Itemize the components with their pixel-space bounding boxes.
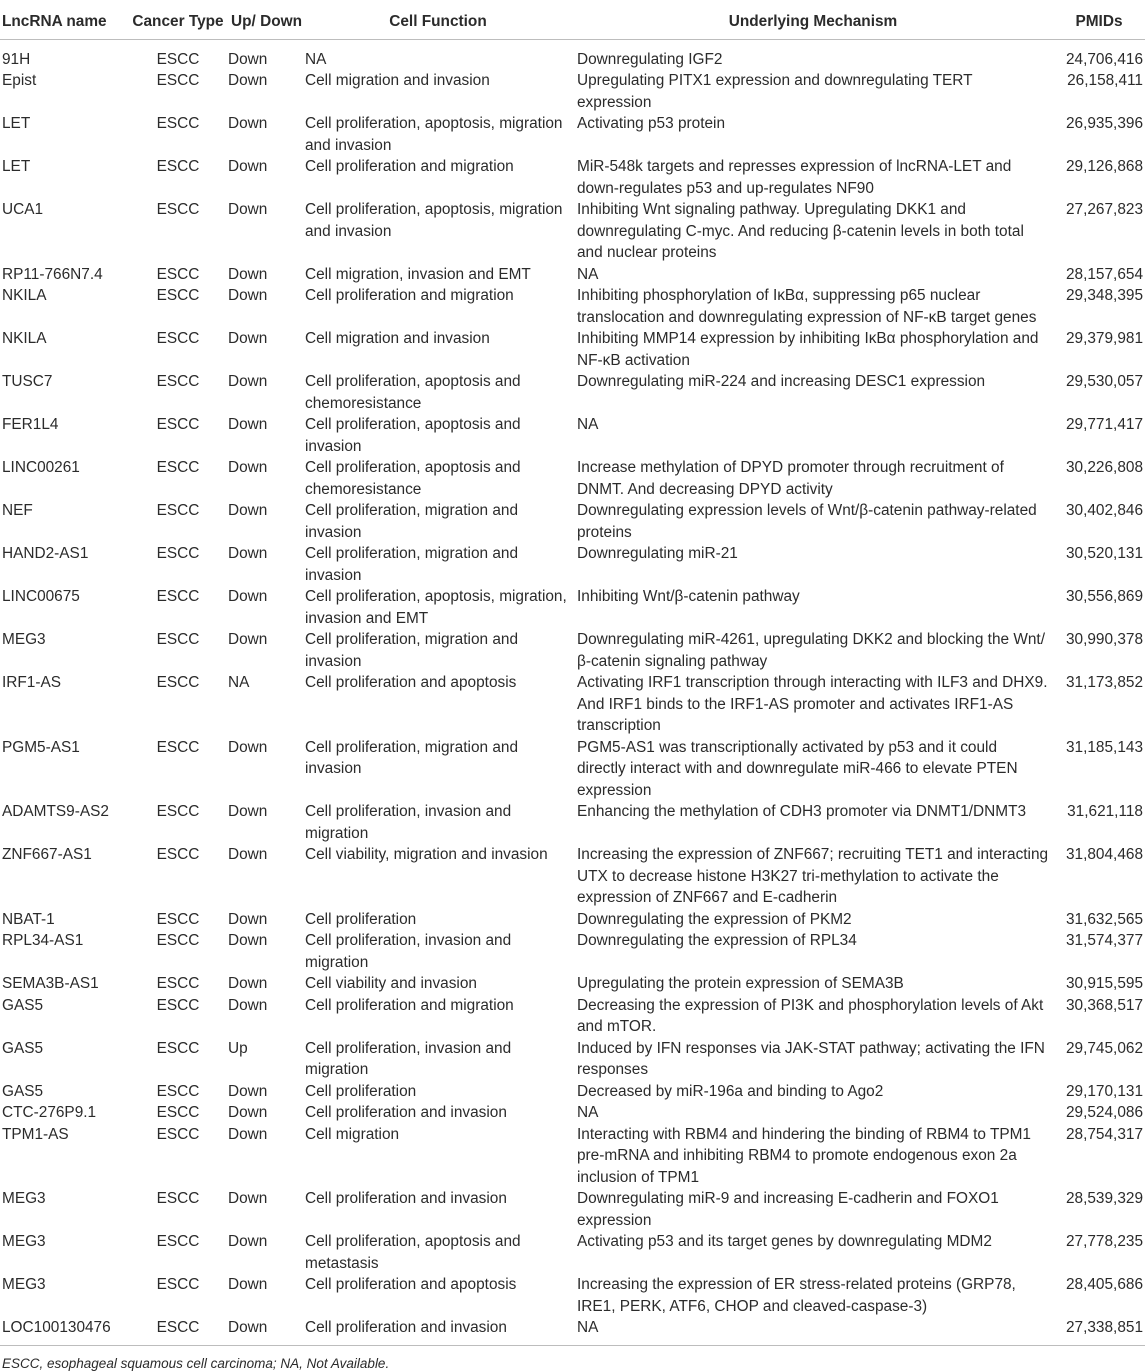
cell-lncrna-name: IRF1-AS xyxy=(2,674,62,691)
table-row xyxy=(0,39,1145,70)
cell-mechanism: Decreasing the expression of PI3K and phosphorylation levels of Akt and mTOR. xyxy=(577,996,1044,1035)
cell-pmid: 26,935,396 xyxy=(1065,115,1143,132)
table-row xyxy=(0,1317,1145,1345)
cell-mechanism: Enhancing the methylation of CDH3 promoter via DNMT1/DNMT3 xyxy=(577,803,1027,820)
cell-cancer-type: ESCC xyxy=(156,265,200,283)
cell-function: Cell proliferation and apoptosis xyxy=(305,674,517,691)
table-row xyxy=(0,973,1145,995)
cell-pmid: 31,574,377 xyxy=(1065,932,1143,949)
cell-lncrna-name: NKILA xyxy=(2,330,47,347)
cell-up-down: Down xyxy=(228,846,268,863)
header-row xyxy=(0,5,1145,39)
table-row xyxy=(0,629,1145,672)
cell-up-down: Down xyxy=(228,738,268,756)
cell-lncrna-name: FER1L4 xyxy=(2,416,59,433)
cell-cancer-type: ESCC xyxy=(156,1190,200,1207)
cell-mechanism: Upregulating PITX1 expression and downregulating TERT expression xyxy=(577,72,973,111)
cell-cancer-type: ESCC xyxy=(156,1319,200,1336)
cell-up-down: Down xyxy=(228,588,268,605)
cell-up-down: Down xyxy=(228,373,268,390)
table-row xyxy=(0,328,1145,371)
cell-function: Cell proliferation, migration and invasion xyxy=(305,738,519,777)
cell-mechanism: Inhibiting Wnt signaling pathway. Upregulating DKK1 and downregulating C-myc. And reducing β-catenin levels in both total and nuclear proteins xyxy=(577,201,1024,261)
cell-function: Cell proliferation, migration and invasion xyxy=(305,631,519,670)
cell-cancer-type: ESCC xyxy=(156,287,200,304)
cell-pmid: 24,706,416 xyxy=(1065,50,1143,68)
cell-pmid: 29,126,868 xyxy=(1065,158,1143,175)
table-row xyxy=(0,457,1145,500)
cell-pmid: 30,520,131 xyxy=(1065,545,1143,562)
cell-cancer-type: ESCC xyxy=(156,201,200,218)
cell-cancer-type: ESCC xyxy=(156,50,200,68)
cell-cancer-type: ESCC xyxy=(156,975,200,992)
cell-mechanism: Activating p53 protein xyxy=(577,115,726,132)
cell-mechanism: Downregulating the expression of PKM2 xyxy=(577,910,852,928)
cell-mechanism: Downregulating the expression of RPL34 xyxy=(577,932,857,949)
lncrna-table xyxy=(0,5,1145,1346)
cell-lncrna-name: Epist xyxy=(2,72,37,89)
table-row xyxy=(0,801,1145,844)
table-row xyxy=(0,930,1145,973)
table-row xyxy=(0,414,1145,457)
cell-lncrna-name: LINC00261 xyxy=(2,459,80,476)
cell-function: Cell proliferation, apoptosis, migration, invasion and EMT xyxy=(305,588,567,627)
cell-up-down: Down xyxy=(228,50,268,68)
cell-pmid: 28,157,654 xyxy=(1065,265,1143,283)
cell-up-down: Down xyxy=(228,158,268,175)
cell-lncrna-name: GAS5 xyxy=(2,996,44,1014)
cell-up-down: Down xyxy=(228,330,268,347)
cell-cancer-type: ESCC xyxy=(156,1039,200,1057)
cell-up-down: Down xyxy=(228,459,268,476)
cell-pmid: 27,338,851 xyxy=(1065,1319,1143,1336)
cell-mechanism: Decreased by miR-196a and binding to Ago2 xyxy=(577,1082,884,1100)
cell-lncrna-name: TUSC7 xyxy=(2,373,53,390)
cell-lncrna-name: NBAT-1 xyxy=(2,910,55,928)
cell-mechanism: Downregulating miR-224 and increasing DESC1 expression xyxy=(577,373,986,390)
cell-pmid: 26,158,411 xyxy=(1067,72,1143,89)
cell-pmid: 29,379,981 xyxy=(1065,330,1143,347)
cell-lncrna-name: HAND2-AS1 xyxy=(2,545,89,562)
cell-pmid: 31,173,852 xyxy=(1065,674,1143,691)
cell-lncrna-name: SEMA3B-AS1 xyxy=(2,975,99,992)
cell-pmid: 29,530,057 xyxy=(1065,373,1143,390)
cell-cancer-type: ESCC xyxy=(156,846,200,863)
cell-up-down: Down xyxy=(228,502,268,519)
header-pmids: PMIDs xyxy=(1075,13,1123,30)
table-row xyxy=(0,70,1145,113)
cell-function: Cell proliferation, migration and invasion xyxy=(305,545,519,584)
cell-function: Cell migration, invasion and EMT xyxy=(305,265,531,283)
cell-pmid: 28,754,317 xyxy=(1065,1125,1143,1143)
cell-cancer-type: ESCC xyxy=(156,158,200,175)
table-row xyxy=(0,285,1145,328)
cell-pmid: 29,745,062 xyxy=(1065,1039,1143,1057)
cell-mechanism: PGM5-AS1 was transcriptionally activated by p53 and it could directly interact with and downregulate miR-466 to elevate PTEN expression xyxy=(577,738,1018,799)
cell-up-down: Down xyxy=(228,932,268,949)
cell-pmid: 27,267,823 xyxy=(1065,201,1143,218)
cell-pmid: 30,990,378 xyxy=(1065,631,1143,648)
cell-function: Cell proliferation and migration xyxy=(305,996,514,1014)
cell-pmid: 30,556,869 xyxy=(1065,588,1143,605)
table-row xyxy=(0,1188,1145,1231)
cell-mechanism: Induced by IFN responses via JAK-STAT pathway; activating the IFN responses xyxy=(577,1039,1045,1078)
cell-up-down: Down xyxy=(228,1104,268,1121)
cell-up-down: Down xyxy=(228,1125,268,1143)
cell-function: Cell proliferation, migration and invasion xyxy=(305,502,519,541)
cell-pmid: 30,915,595 xyxy=(1065,975,1143,992)
table-row xyxy=(0,156,1145,199)
cell-function: Cell proliferation xyxy=(305,1082,417,1100)
cell-lncrna-name: NKILA xyxy=(2,287,47,304)
table-row xyxy=(0,199,1145,264)
cell-lncrna-name: GAS5 xyxy=(2,1039,44,1057)
cell-cancer-type: ESCC xyxy=(156,330,200,347)
cell-pmid: 29,170,131 xyxy=(1065,1082,1143,1100)
table-row xyxy=(0,1124,1145,1189)
header-lncrna-name: LncRNA name xyxy=(2,13,107,30)
cell-cancer-type: ESCC xyxy=(156,1233,200,1250)
cell-lncrna-name: MEG3 xyxy=(2,1276,46,1293)
cell-up-down: Down xyxy=(228,1233,268,1250)
cell-cancer-type: ESCC xyxy=(156,631,200,648)
cell-up-down: Down xyxy=(228,201,268,218)
cell-lncrna-name: 91H xyxy=(2,50,31,68)
cell-up-down: Down xyxy=(228,910,268,928)
cell-mechanism: Activating IRF1 transcription through interacting with ILF3 and DHX9. And IRF1 binds to the IRF1-AS promoter and activates IRF1-AS transcription xyxy=(577,674,1048,734)
cell-function: Cell viability and invasion xyxy=(305,975,477,992)
cell-function: Cell proliferation and invasion xyxy=(305,1104,507,1121)
cell-cancer-type: ESCC xyxy=(156,588,200,605)
cell-function: Cell proliferation, apoptosis and chemoresistance xyxy=(305,459,521,498)
cell-pmid: 30,402,846 xyxy=(1065,502,1143,519)
cell-pmid: 31,804,468 xyxy=(1065,846,1143,863)
cell-lncrna-name: LET xyxy=(2,115,31,132)
cell-mechanism: Inhibiting phosphorylation of IκBα, suppressing p65 nuclear translocation and downregulating expression of NF-κB target genes xyxy=(577,287,1037,326)
cell-mechanism: MiR-548k targets and represses expression of lncRNA-LET and down-regulates p53 and up-regulates NF90 xyxy=(577,158,1012,197)
cell-function: Cell proliferation, invasion and migration xyxy=(305,932,512,971)
table-row xyxy=(0,1081,1145,1103)
cell-lncrna-name: PGM5-AS1 xyxy=(2,738,80,756)
table-row xyxy=(0,543,1145,586)
table-row xyxy=(0,586,1145,629)
cell-cancer-type: ESCC xyxy=(156,1082,200,1100)
cell-lncrna-name: LOC100130476 xyxy=(2,1319,111,1336)
cell-function: Cell proliferation, apoptosis and invasion xyxy=(305,416,521,455)
cell-mechanism: Inhibiting MMP14 expression by inhibiting IκBα phosphorylation and NF-κB activation xyxy=(577,330,1039,369)
cell-cancer-type: ESCC xyxy=(156,910,200,928)
cell-cancer-type: ESCC xyxy=(156,416,200,433)
cell-lncrna-name: GAS5 xyxy=(2,1082,44,1100)
cell-lncrna-name: UCA1 xyxy=(2,201,44,218)
table-row xyxy=(0,113,1145,156)
cell-up-down: NA xyxy=(228,674,250,691)
cell-pmid: 30,368,517 xyxy=(1065,996,1143,1014)
cell-cancer-type: ESCC xyxy=(156,373,200,390)
cell-up-down: Down xyxy=(228,803,268,820)
cell-function: Cell migration and invasion xyxy=(305,330,490,347)
table-row xyxy=(0,1231,1145,1274)
cell-function: Cell viability, migration and invasion xyxy=(305,846,548,863)
cell-pmid: 31,621,118 xyxy=(1067,803,1143,820)
cell-pmid: 27,778,235 xyxy=(1065,1233,1143,1250)
cell-lncrna-name: RP11-766N7.4 xyxy=(2,265,103,283)
cell-lncrna-name: TPM1-AS xyxy=(2,1125,69,1143)
cell-lncrna-name: LET xyxy=(2,158,31,175)
cell-mechanism: Downregulating IGF2 xyxy=(577,50,723,68)
cell-function: Cell proliferation, apoptosis, migration and invasion xyxy=(305,115,563,154)
table-row xyxy=(0,909,1145,931)
cell-cancer-type: ESCC xyxy=(156,932,200,949)
cell-pmid: 29,524,086 xyxy=(1065,1104,1143,1121)
cell-up-down: Down xyxy=(228,975,268,992)
cell-up-down: Down xyxy=(228,996,268,1014)
cell-lncrna-name: ADAMTS9-AS2 xyxy=(2,803,109,820)
cell-mechanism: Downregulating expression levels of Wnt/β-catenin pathway-related proteins xyxy=(577,502,1037,541)
cell-up-down: Down xyxy=(228,1082,268,1100)
cell-up-down: Down xyxy=(228,72,268,89)
cell-cancer-type: ESCC xyxy=(156,115,200,132)
cell-up-down: Down xyxy=(228,1319,268,1336)
cell-mechanism: Downregulating miR-21 xyxy=(577,545,738,562)
cell-lncrna-name: MEG3 xyxy=(2,1190,46,1207)
cell-cancer-type: ESCC xyxy=(156,1276,200,1293)
cell-cancer-type: ESCC xyxy=(156,674,200,691)
table-row xyxy=(0,371,1145,414)
header-up-down: Up/ Down xyxy=(231,13,302,30)
cell-up-down: Down xyxy=(228,1276,268,1293)
cell-lncrna-name: MEG3 xyxy=(2,631,46,648)
cell-mechanism: Downregulating miR-9 and increasing E-cadherin and FOXO1 expression xyxy=(577,1190,999,1229)
table-row xyxy=(0,995,1145,1038)
cell-mechanism: NA xyxy=(577,416,599,433)
cell-up-down: Down xyxy=(228,631,268,648)
cell-cancer-type: ESCC xyxy=(156,72,200,89)
cell-mechanism: Activating p53 and its target genes by downregulating MDM2 xyxy=(577,1233,992,1250)
cell-pmid: 29,771,417 xyxy=(1065,416,1143,433)
table-header xyxy=(0,5,1145,39)
cell-cancer-type: ESCC xyxy=(156,545,200,562)
cell-pmid: 30,226,808 xyxy=(1065,459,1143,476)
table-row xyxy=(0,672,1145,737)
cell-function: NA xyxy=(305,50,327,68)
cell-cancer-type: ESCC xyxy=(156,803,200,820)
cell-lncrna-name: RPL34-AS1 xyxy=(2,932,84,949)
cell-function: Cell proliferation and invasion xyxy=(305,1319,507,1336)
table-row xyxy=(0,737,1145,802)
cell-mechanism: NA xyxy=(577,1319,599,1336)
cell-function: Cell proliferation and apoptosis xyxy=(305,1276,517,1293)
cell-up-down: Down xyxy=(228,545,268,562)
table-row xyxy=(0,264,1145,286)
cell-up-down: Down xyxy=(228,115,268,132)
cell-mechanism: Increasing the expression of ZNF667; recruiting TET1 and interacting UTX to decrease histone H3K27 tri-methylation to activate the expression of ZNF667 and E-cadherin xyxy=(577,846,1049,906)
cell-pmid: 31,185,143 xyxy=(1065,738,1143,756)
table-row xyxy=(0,500,1145,543)
cell-mechanism: Interacting with RBM4 and hindering the binding of RBM4 to TPM1 pre-mRNA and inhibiting RBM4 to promote endogenous exon 2a inclusion of TPM1 xyxy=(577,1125,1031,1186)
header-underlying-mechanism: Underlying Mechanism xyxy=(728,13,898,30)
cell-lncrna-name: ZNF667-AS1 xyxy=(2,846,92,863)
cell-mechanism: Inhibiting Wnt/β-catenin pathway xyxy=(577,588,800,605)
table-body xyxy=(0,39,1145,1345)
cell-function: Cell proliferation, apoptosis and metastasis xyxy=(305,1233,521,1272)
cell-mechanism: Downregulating miR-4261, upregulating DKK2 and blocking the Wnt/ β-catenin signaling pathway xyxy=(577,631,1045,670)
table-row xyxy=(0,1102,1145,1124)
table-row xyxy=(0,1038,1145,1081)
cell-up-down: Up xyxy=(228,1039,248,1057)
cell-mechanism: Increase methylation of DPYD promoter through recruitment of DNMT. And decreasing DPYD activity xyxy=(577,459,1004,498)
cell-function: Cell migration xyxy=(305,1125,400,1143)
cell-function: Cell proliferation, invasion and migration xyxy=(305,1039,512,1078)
cell-pmid: 31,632,565 xyxy=(1065,910,1143,928)
cell-cancer-type: ESCC xyxy=(156,459,200,476)
cell-lncrna-name: CTC-276P9.1 xyxy=(2,1104,97,1121)
table-footnote: ESCC, esophageal squamous cell carcinoma; NA, Not Available. xyxy=(2,1355,390,1371)
cell-lncrna-name: MEG3 xyxy=(2,1233,46,1250)
cell-function: Cell proliferation, apoptosis, migration and invasion xyxy=(305,201,563,240)
cell-function: Cell proliferation, invasion and migration xyxy=(305,803,512,842)
cell-function: Cell proliferation, apoptosis and chemoresistance xyxy=(305,373,521,412)
cell-up-down: Down xyxy=(228,287,268,304)
cell-cancer-type: ESCC xyxy=(156,1104,200,1121)
cell-function: Cell proliferation and invasion xyxy=(305,1190,507,1207)
cell-cancer-type: ESCC xyxy=(156,738,200,756)
cell-mechanism: Increasing the expression of ER stress-related proteins (GRP78, IRE1, PERK, ATF6, CHOP and cleaved-caspase-3) xyxy=(577,1276,1016,1315)
cell-mechanism: NA xyxy=(577,1104,599,1121)
cell-lncrna-name: LINC00675 xyxy=(2,588,80,605)
cell-up-down: Down xyxy=(228,1190,268,1207)
cell-lncrna-name: NEF xyxy=(2,502,33,519)
cell-pmid: 28,539,329 xyxy=(1065,1190,1143,1207)
header-cancer-type: Cancer Type xyxy=(132,13,224,30)
cell-function: Cell proliferation and migration xyxy=(305,287,514,304)
cell-mechanism: Upregulating the protein expression of SEMA3B xyxy=(577,975,904,992)
cell-up-down: Down xyxy=(228,265,268,283)
cell-cancer-type: ESCC xyxy=(156,502,200,519)
cell-pmid: 28,405,686 xyxy=(1065,1276,1143,1293)
table-row xyxy=(0,1274,1145,1317)
table-row xyxy=(0,844,1145,909)
cell-function: Cell proliferation xyxy=(305,910,417,928)
cell-function: Cell proliferation and migration xyxy=(305,158,514,175)
cell-pmid: 29,348,395 xyxy=(1065,287,1143,304)
cell-mechanism: NA xyxy=(577,265,599,283)
header-cell-function: Cell Function xyxy=(389,13,487,30)
cell-up-down: Down xyxy=(228,416,268,433)
cell-cancer-type: ESCC xyxy=(156,1125,200,1143)
cell-cancer-type: ESCC xyxy=(156,996,200,1014)
cell-function: Cell migration and invasion xyxy=(305,72,490,89)
